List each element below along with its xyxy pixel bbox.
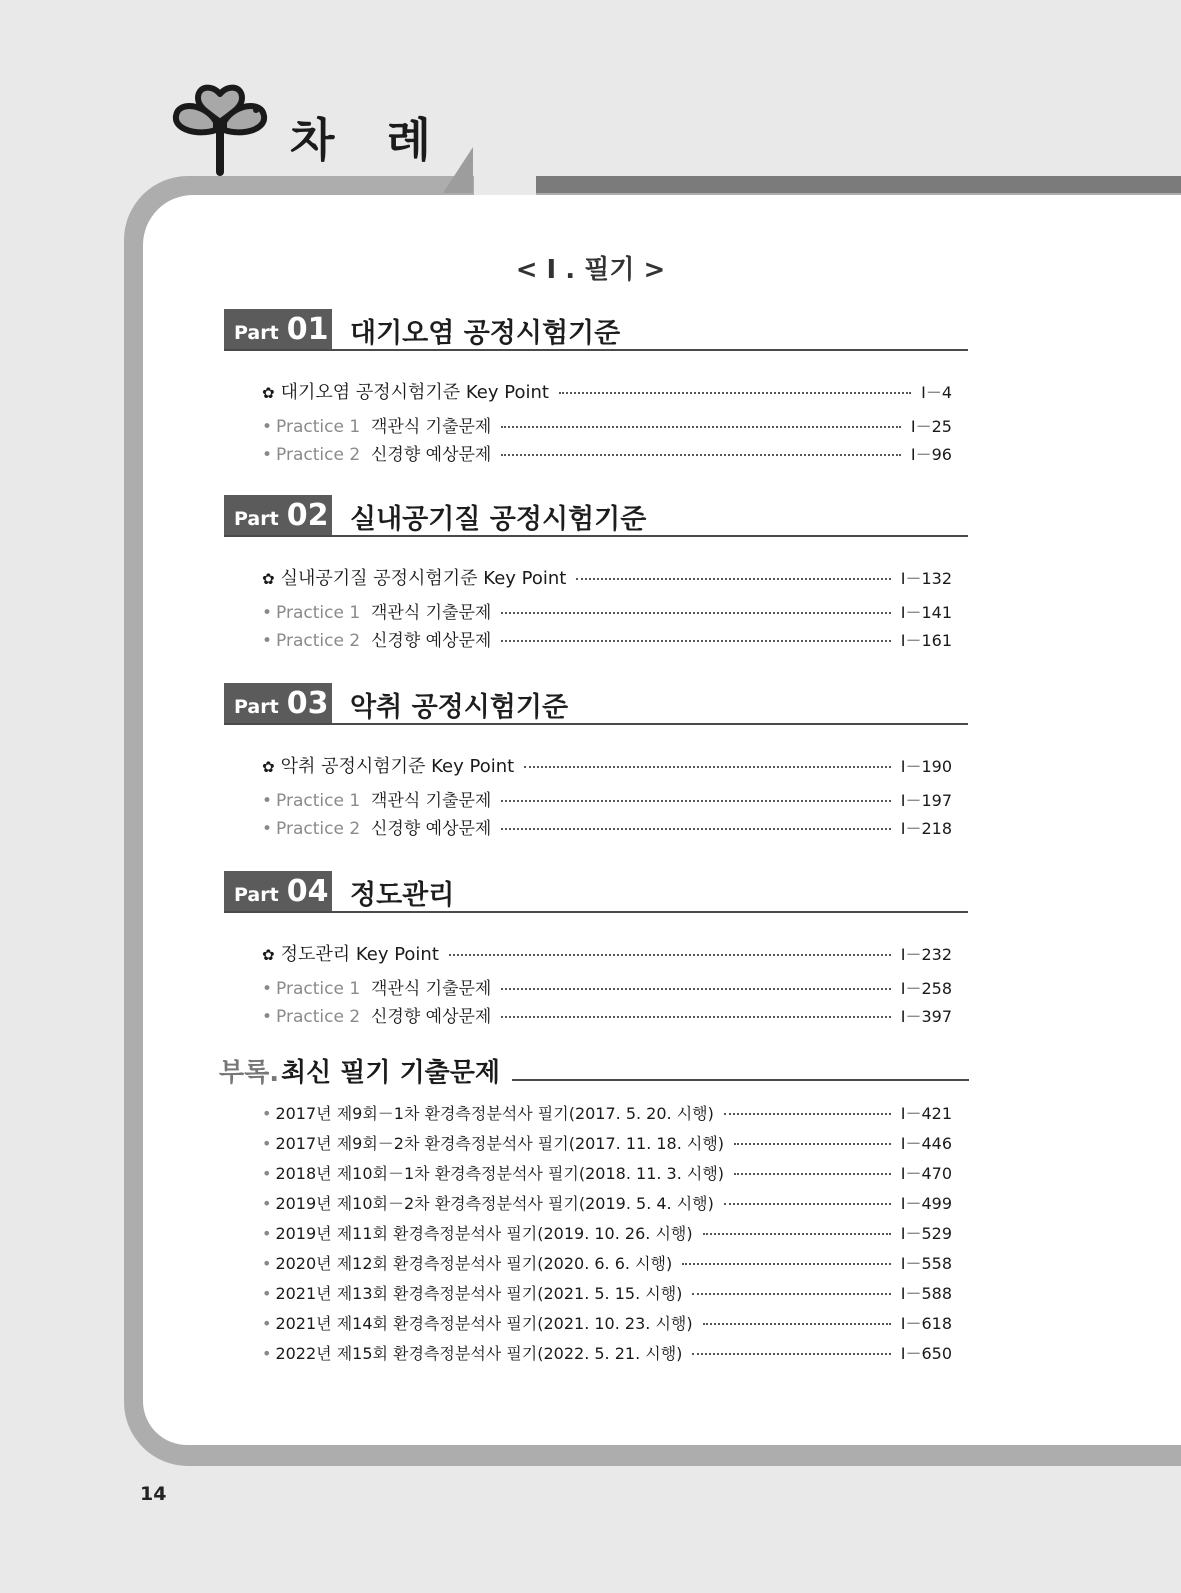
practice-word: Practice <box>276 445 344 465</box>
flower-icon: ✿ <box>262 758 275 776</box>
toc-entry[interactable] <box>262 1341 952 1364</box>
entry-label: 2017년 제9회－1차 환경측정분석사 필기(2017. 5. 20. 시행) <box>275 1104 714 1123</box>
appendix-title: 최신 필기 기출문제 <box>281 1058 501 1088</box>
toc-entry[interactable] <box>262 940 952 966</box>
bullet-icon: • <box>262 631 273 651</box>
dot-leader <box>559 392 911 394</box>
part-word: Part <box>234 322 279 344</box>
entry-label: 신경향 예상문제 <box>370 819 492 839</box>
toc-entry[interactable] <box>262 1131 952 1154</box>
dot-leader <box>501 426 901 428</box>
entry-page: I－650 <box>900 1344 952 1363</box>
toc-entry[interactable] <box>262 440 952 465</box>
practice-word: Practice <box>276 417 344 437</box>
entry-label: 2018년 제10회－1차 환경측정분석사 필기(2018. 11. 3. 시행) <box>275 1164 725 1183</box>
practice-number: 2 <box>349 819 361 839</box>
part-header <box>224 309 968 351</box>
dot-leader <box>703 1233 891 1235</box>
practice-number: 2 <box>349 631 361 651</box>
entry-page: I－397 <box>900 1007 952 1026</box>
practice-word: Practice <box>276 631 344 651</box>
practice-word: Practice <box>276 603 344 623</box>
entry-label: 신경향 예상문제 <box>370 445 492 465</box>
entry-page: I－218 <box>900 819 952 838</box>
entry-page: I－470 <box>900 1164 952 1183</box>
part-number: 03 <box>286 686 329 721</box>
toc-entry[interactable] <box>262 1191 952 1214</box>
toc-entry[interactable] <box>262 564 952 590</box>
entry-page: I－25 <box>910 417 952 436</box>
dot-leader <box>734 1173 891 1175</box>
dot-leader <box>682 1263 890 1265</box>
flower-icon: ✿ <box>262 384 275 402</box>
entry-label: 객관식 기출문제 <box>370 791 492 811</box>
entry-page: I－132 <box>900 569 952 588</box>
dot-leader <box>501 828 890 830</box>
entry-label: 2019년 제10회－2차 환경측정분석사 필기(2019. 5. 4. 시행) <box>275 1194 714 1213</box>
frame-notch <box>474 176 536 195</box>
dot-leader <box>692 1293 890 1295</box>
entry-label: 2021년 제14회 환경측정분석사 필기(2021. 10. 23. 시행) <box>275 1314 693 1333</box>
dot-leader <box>501 612 890 614</box>
page-number: 14 <box>140 1483 167 1505</box>
entry-label: 신경향 예상문제 <box>370 631 492 651</box>
entry-label: 정도관리 Key Point <box>280 944 439 965</box>
entry-label: 객관식 기출문제 <box>370 417 492 437</box>
toc-entry[interactable] <box>262 598 952 623</box>
bullet-icon: • <box>262 603 273 623</box>
entry-label: 2019년 제11회 환경측정분석사 필기(2019. 10. 26. 시행) <box>275 1224 693 1243</box>
toc-entry[interactable] <box>262 1161 952 1184</box>
entry-page: I－499 <box>900 1194 952 1213</box>
part-header <box>224 495 968 537</box>
bullet-icon: • <box>262 791 273 811</box>
bullet-icon: • <box>262 1224 272 1243</box>
practice-number: 1 <box>349 979 361 999</box>
practice-word: Practice <box>276 819 344 839</box>
appendix-rule <box>512 1079 969 1081</box>
bullet-icon: • <box>262 1104 272 1123</box>
part-number: 04 <box>286 874 329 909</box>
part-word: Part <box>234 696 279 718</box>
practice-number: 1 <box>349 603 361 623</box>
entry-page: I－141 <box>900 603 952 622</box>
entry-page: I－4 <box>921 383 952 402</box>
toc-entry[interactable] <box>262 1221 952 1244</box>
bullet-icon: • <box>262 1007 273 1027</box>
practice-word: Practice <box>276 791 344 811</box>
practice-number: 2 <box>349 445 361 465</box>
flower-icon: ✿ <box>262 946 275 964</box>
sprout-heart-icon <box>172 64 268 178</box>
entry-label: 실내공기질 공정시험기준 Key Point <box>280 568 567 589</box>
toc-entry[interactable] <box>262 626 952 651</box>
dot-leader <box>692 1353 890 1355</box>
part-badge <box>224 495 332 535</box>
dot-leader <box>576 578 890 580</box>
part-title: 대기오염 공정시험기준 <box>350 318 621 349</box>
dot-leader <box>449 954 891 956</box>
header-bar <box>536 176 1181 193</box>
entry-label: 2017년 제9회－2차 환경측정분석사 필기(2017. 11. 18. 시행) <box>275 1134 725 1153</box>
dot-leader <box>501 800 890 802</box>
bullet-icon: • <box>262 1284 272 1303</box>
entry-label: 악취 공정시험기준 Key Point <box>280 756 515 777</box>
toc-entry[interactable] <box>262 378 952 404</box>
toc-entry[interactable] <box>262 1311 952 1334</box>
part-word: Part <box>234 508 279 530</box>
entry-page: I－446 <box>900 1134 952 1153</box>
entry-page: I－421 <box>900 1104 952 1123</box>
toc-entry[interactable] <box>262 1281 952 1304</box>
dot-leader <box>501 454 901 456</box>
bullet-icon: • <box>262 1344 272 1363</box>
part-header <box>224 683 968 725</box>
bullet-icon: • <box>262 1194 272 1213</box>
appendix-header <box>219 1052 969 1088</box>
entry-page: I－197 <box>900 791 952 810</box>
entry-page: I－96 <box>910 445 952 464</box>
practice-word: Practice <box>276 1007 344 1027</box>
bullet-icon: • <box>262 445 273 465</box>
toc-entry[interactable] <box>262 974 952 999</box>
flower-icon: ✿ <box>262 570 275 588</box>
appendix-prefix: 부록. <box>219 1058 280 1088</box>
part-badge <box>224 683 332 723</box>
entry-page: I－618 <box>900 1314 952 1333</box>
toc-entry[interactable] <box>262 1101 952 1124</box>
entry-page: I－529 <box>900 1224 952 1243</box>
entry-label: 객관식 기출문제 <box>370 979 492 999</box>
bullet-icon: • <box>262 1164 272 1183</box>
entry-label: 신경향 예상문제 <box>370 1007 492 1027</box>
dot-leader <box>524 766 891 768</box>
tab-corner <box>443 147 473 193</box>
part-rule <box>224 535 968 537</box>
toc-entry[interactable] <box>262 412 952 437</box>
part-word: Part <box>234 884 279 906</box>
entry-page: I－190 <box>900 757 952 776</box>
practice-number: 2 <box>349 1007 361 1027</box>
dot-leader <box>501 640 890 642</box>
entry-label: 대기오염 공정시험기준 Key Point <box>280 382 549 403</box>
dot-leader <box>724 1113 891 1115</box>
part-badge <box>224 871 332 911</box>
part-rule <box>224 349 968 351</box>
entry-label: 객관식 기출문제 <box>370 603 492 623</box>
bullet-icon: • <box>262 417 273 437</box>
part-title: 악취 공정시험기준 <box>350 692 569 723</box>
entry-page: I－161 <box>900 631 952 650</box>
practice-word: Practice <box>276 979 344 999</box>
toc-entry[interactable] <box>262 1002 952 1027</box>
entry-label: 2022년 제15회 환경측정분석사 필기(2022. 5. 21. 시행) <box>275 1344 683 1363</box>
entry-page: I－588 <box>900 1284 952 1303</box>
page-title: 차 례 <box>290 113 449 167</box>
toc-entry[interactable] <box>262 786 952 811</box>
dot-leader <box>734 1143 891 1145</box>
part-header <box>224 871 968 913</box>
toc-entry[interactable] <box>262 752 952 778</box>
part-title: 실내공기질 공정시험기준 <box>350 504 647 535</box>
bullet-icon: • <box>262 1134 272 1153</box>
bullet-icon: • <box>262 819 273 839</box>
dot-leader <box>703 1323 891 1325</box>
toc-entry[interactable] <box>262 1251 952 1274</box>
entry-page: I－258 <box>900 979 952 998</box>
bullet-icon: • <box>262 1254 272 1273</box>
part-number: 01 <box>286 312 329 347</box>
entry-page: I－558 <box>900 1254 952 1273</box>
entry-label: 2020년 제12회 환경측정분석사 필기(2020. 6. 6. 시행) <box>275 1254 673 1273</box>
practice-number: 1 <box>349 791 361 811</box>
bullet-icon: • <box>262 979 273 999</box>
dot-leader <box>501 988 890 990</box>
practice-number: 1 <box>349 417 361 437</box>
dot-leader <box>724 1203 891 1205</box>
dot-leader <box>501 1016 890 1018</box>
part-title: 정도관리 <box>350 880 455 911</box>
section-heading: < I . 필기 > <box>515 255 666 285</box>
toc-entry[interactable] <box>262 814 952 839</box>
entry-label: 2021년 제13회 환경측정분석사 필기(2021. 5. 15. 시행) <box>275 1284 683 1303</box>
bullet-icon: • <box>262 1314 272 1333</box>
part-number: 02 <box>286 498 329 533</box>
entry-page: I－232 <box>900 945 952 964</box>
part-rule <box>224 911 968 913</box>
part-badge <box>224 309 332 349</box>
part-rule <box>224 723 968 725</box>
